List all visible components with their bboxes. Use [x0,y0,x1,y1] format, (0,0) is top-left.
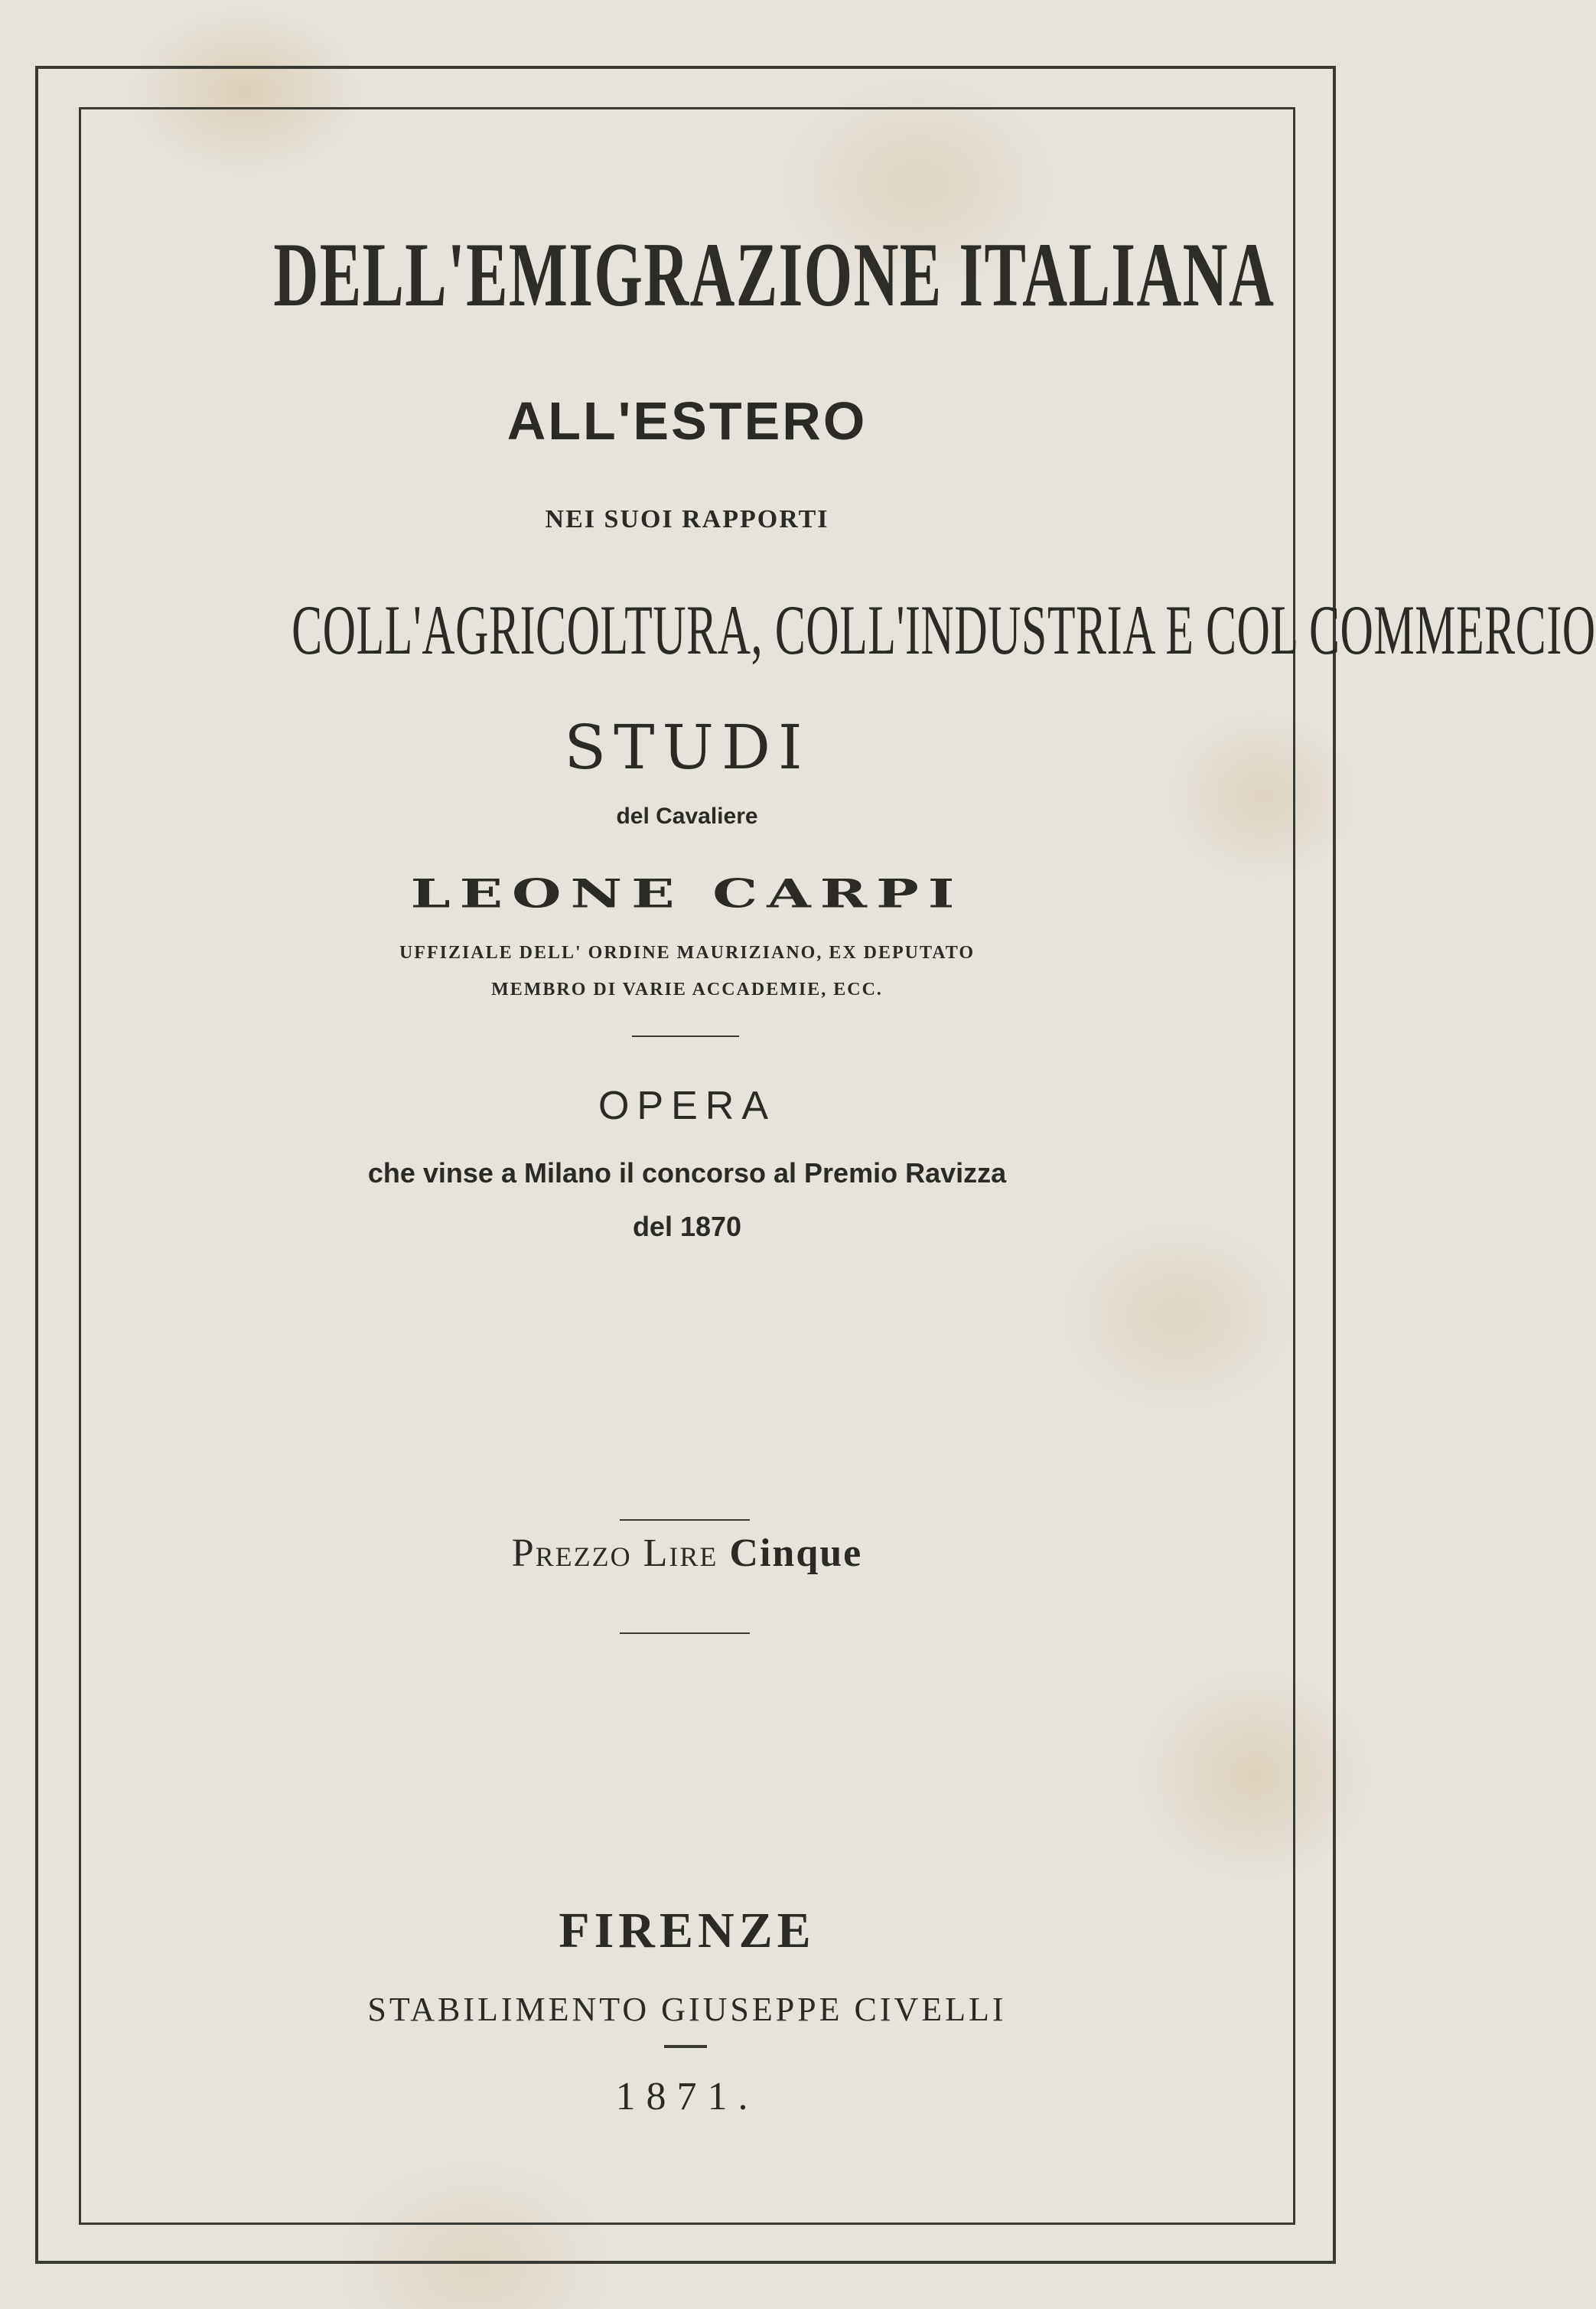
publication-city: FIRENZE [559,1903,816,1958]
price-word-1: Prezzo [511,1531,632,1575]
genre-label: STUDI [564,712,810,783]
publication-year: 1871. [615,2075,759,2118]
price-line [79,1531,1295,1576]
work-label: OPERA [598,1084,777,1128]
book-title: DELL'EMIGRAZIONE ITALIANA [273,223,1275,325]
author-affiliation-2: MEMBRO DI VARIE ACCADEMIE, ECC. [491,980,883,1000]
author-name: LEONE CARPI [410,870,964,918]
author-prefix: del Cavaliere [616,804,758,829]
relation-intro: NEI SUOI RAPPORTI [545,505,829,533]
award-year: del 1870 [632,1211,742,1242]
price-amount: Cinque [729,1531,863,1575]
price-word-2: Lire [643,1531,718,1575]
award-line: che vinse a Milano il concorso al Premio Ravizza [367,1157,1007,1189]
divider-rule [620,1519,750,1521]
relation-line: COLL'AGRICOLTURA, COLL'INDUSTRIA E COL COMMERCIO [292,591,1596,669]
author-affiliation-1: UFFIZIALE DELL' ORDINE MAURIZIANO, EX DEPUTATO [399,943,976,963]
publisher-name: STABILIMENTO GIUSEPPE CIVELLI [367,1991,1007,2028]
divider-rule [632,1035,739,1037]
divider-rule [620,1632,750,1634]
divider-rule [664,2045,707,2048]
book-subtitle: ALL'ESTERO [506,391,868,451]
